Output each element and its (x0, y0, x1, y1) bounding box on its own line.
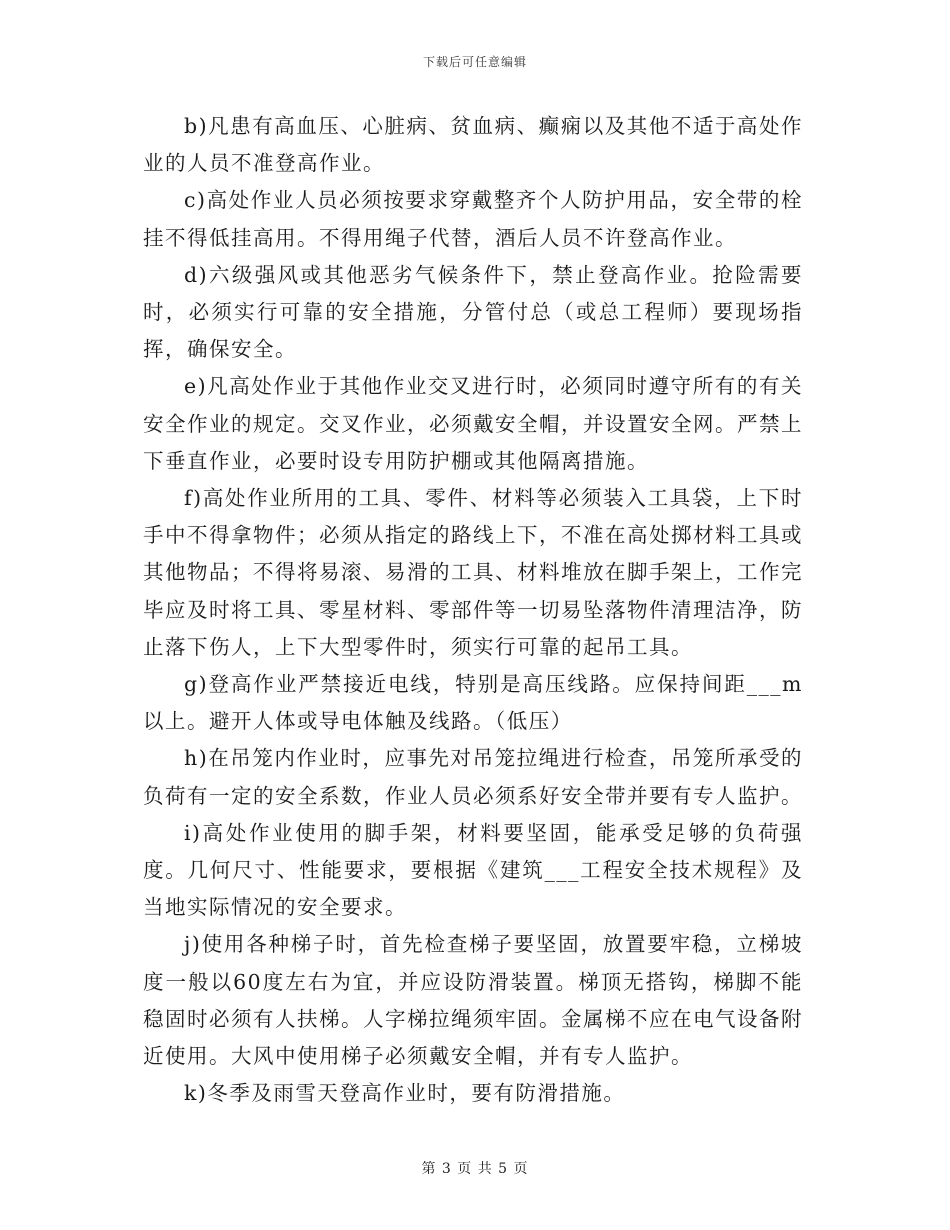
paragraph-g: g)登高作业严禁接近电线，特别是高压线路。应保持间距___m以上。避开人体或导电体触及线路。（低压） (143, 672, 803, 734)
paragraph-d: d)六级强风或其他恶劣气候条件下，禁止登高作业。抢险需要时，必须实行可靠的安全措施，分管付总（或总工程师）要现场指挥，确保安全。 (143, 262, 803, 362)
page-header: 下载后可任意编辑 (422, 55, 527, 69)
paragraph-k: k)冬季及雨雪天登高作业时，要有防滑措施。 (184, 1081, 626, 1106)
paragraph-b: b)凡患有高血压、心脏病、贫血病、癫痫以及其他不适于高处作业的人员不准登高作业。 (143, 114, 803, 176)
paragraph-f: f)高处作业所用的工具、零件、材料等必须装入工具袋，上下时手中不得拿物件；必须从指定的路线上下，不准在高处掷材料工具或其他物品；不得将易滚、易滑的工具、材料堆放在脚手架上，工作完毕应及时将工具、零星材料、零部件等一切易坠落物件清理洁净，防止落下伤人，上下大型零件时，须实行可靠的起吊工具。 (143, 486, 803, 659)
paragraph-c: c)高处作业人员必须按要求穿戴整齐个人防护用品，安全带的栓挂不得低挂高用。不得用绳子代替，酒后人员不许登高作业。 (143, 188, 803, 250)
paragraph-j: j)使用各种梯子时，首先检查梯子要坚固，放置要牢稳，立梯坡度一般以60度左右为宜，并应设防滑装置。梯顶无搭钩，梯脚不能稳固时必须有人扶梯。人字梯拉绳须牢固。金属梯不应在电气设备附近使用。大风中使用梯子必须戴安全帽，并有专人监护。 (143, 932, 803, 1069)
paragraph-e: e)凡高处作业于其他作业交叉进行时，必须同时遵守所有的有关安全作业的规定。交叉作业，必须戴安全帽，并设置安全网。严禁上下垂直作业，必要时设专用防护棚或其他隔离措施。 (143, 374, 803, 473)
paragraph-h: h)在吊笼内作业时，应事先对吊笼拉绳进行检查，吊笼所承受的负荷有一定的安全系数，作业人员必须系好安全带并要有专人监护。 (143, 746, 803, 808)
document-body (143, 108, 803, 1112)
paragraph-i: i)高处作业使用的脚手架，材料要坚固，能承受足够的负荷强度。几何尺寸、性能要求，要根据《建筑___工程安全技术规程》及当地实际情况的安全要求。 (143, 820, 803, 920)
page-number-footer: 第 3 页 共 5 页 (421, 1161, 529, 1177)
